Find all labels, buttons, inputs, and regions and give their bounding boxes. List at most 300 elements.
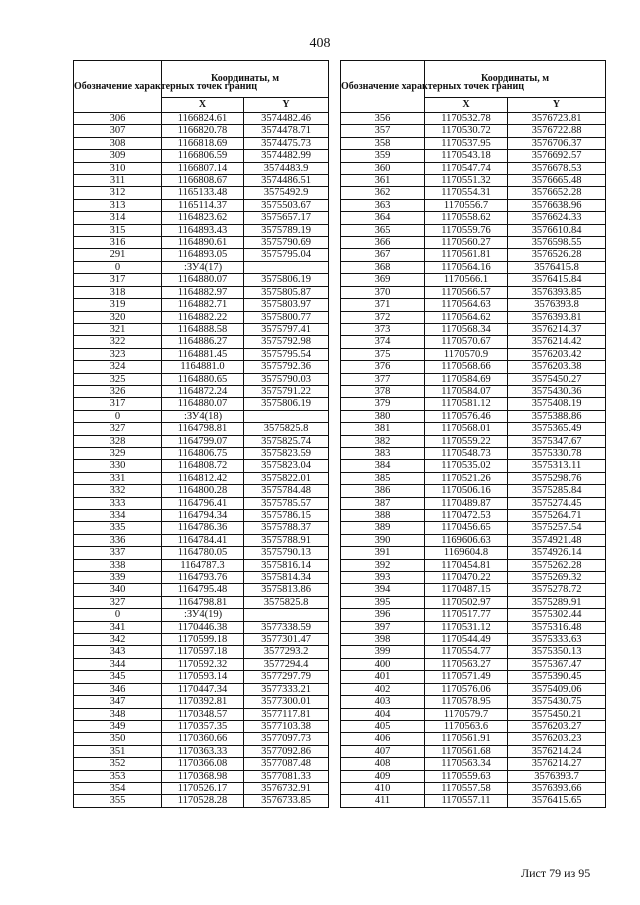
- y-cell: 3577117.81: [244, 708, 329, 720]
- point-designation-header: Обозначение характерных точек границ: [74, 61, 162, 113]
- point-number-cell: 332: [74, 485, 162, 497]
- x-cell: 1170487.15: [425, 584, 508, 596]
- table-row: [341, 162, 606, 174]
- point-number-cell: 378: [341, 385, 425, 397]
- x-cell: 1164780.05: [162, 547, 244, 559]
- table-row: [341, 634, 606, 646]
- table-row: [341, 671, 606, 683]
- table-row: [74, 708, 329, 720]
- y-cell: 3577338.59: [244, 621, 329, 633]
- y-cell: 3575285.84: [508, 485, 606, 497]
- x-cell: 1164796.41: [162, 497, 244, 509]
- x-cell: 1170556.7: [425, 199, 508, 211]
- table-row: [341, 150, 606, 162]
- point-number-cell: 359: [341, 150, 425, 162]
- point-number-cell: 308: [74, 137, 162, 149]
- table-row: [341, 758, 606, 770]
- x-cell: 1166818.69: [162, 137, 244, 149]
- x-cell: 1165114.37: [162, 199, 244, 211]
- point-number-cell: 335: [74, 522, 162, 534]
- x-cell: 1170584.69: [425, 373, 508, 385]
- table-row: [74, 758, 329, 770]
- table-row: [341, 398, 606, 410]
- x-cell: 1170531.12: [425, 621, 508, 633]
- y-cell: 3575825.74: [244, 435, 329, 447]
- table-body-right: [341, 113, 606, 808]
- x-cell: 1164784.41: [162, 534, 244, 546]
- y-cell: 3574475.73: [244, 137, 329, 149]
- table-row: [341, 373, 606, 385]
- point-number-cell: 386: [341, 485, 425, 497]
- y-cell: 3575333.63: [508, 634, 606, 646]
- table-row: [341, 696, 606, 708]
- table-row: [74, 150, 329, 162]
- table-row: [341, 175, 606, 187]
- point-number-cell: 317: [74, 398, 162, 410]
- point-number-cell: 410: [341, 782, 425, 794]
- table-row: [341, 361, 606, 373]
- table-row: [341, 708, 606, 720]
- x-cell: 1170568.34: [425, 323, 508, 335]
- point-number-cell: 318: [74, 286, 162, 298]
- point-number-cell: 388: [341, 510, 425, 522]
- table-row: [341, 187, 606, 199]
- x-cell: 1170521.26: [425, 472, 508, 484]
- point-number-cell: 348: [74, 708, 162, 720]
- x-cell: 1164880.07: [162, 274, 244, 286]
- table-row: [341, 596, 606, 608]
- point-number-cell: 407: [341, 745, 425, 757]
- y-cell: 3575350.13: [508, 646, 606, 658]
- table-row: [341, 795, 606, 807]
- point-number-cell: 345: [74, 671, 162, 683]
- y-cell: 3576203.27: [508, 720, 606, 732]
- x-cell: :ЗУ4(18): [162, 410, 244, 422]
- point-number-cell: 380: [341, 410, 425, 422]
- y-cell: 3574483.9: [244, 162, 329, 174]
- y-cell: 3575788.37: [244, 522, 329, 534]
- x-cell: 1170517.77: [425, 609, 508, 621]
- table-row: [341, 510, 606, 522]
- table-row: [74, 460, 329, 472]
- table-row: [341, 547, 606, 559]
- x-cell: 1170472.53: [425, 510, 508, 522]
- table-row: [74, 621, 329, 633]
- x-cell: 1164882.97: [162, 286, 244, 298]
- y-cell: 3575797.41: [244, 323, 329, 335]
- y-cell: 3575813.86: [244, 584, 329, 596]
- point-number-cell: 385: [341, 472, 425, 484]
- point-number-cell: 306: [74, 113, 162, 125]
- y-cell: [244, 261, 329, 273]
- y-cell: 3575365.49: [508, 423, 606, 435]
- point-number-cell: 334: [74, 510, 162, 522]
- x-cell: 1170570.67: [425, 336, 508, 348]
- table-row: [74, 646, 329, 658]
- table-row: [341, 584, 606, 596]
- table-row: [341, 348, 606, 360]
- table-row: [74, 385, 329, 397]
- y-cell: 3577297.79: [244, 671, 329, 683]
- x-cell: 1170568.01: [425, 423, 508, 435]
- point-number-cell: 352: [74, 758, 162, 770]
- y-cell: 3577294.4: [244, 658, 329, 670]
- y-cell: 3576393.8: [508, 299, 606, 311]
- y-cell: 3575785.57: [244, 497, 329, 509]
- y-cell: 3575816.14: [244, 559, 329, 571]
- x-cell: 1170368.98: [162, 770, 244, 782]
- point-number-cell: 405: [341, 720, 425, 732]
- table-row: [74, 336, 329, 348]
- x-cell: 1164893.43: [162, 224, 244, 236]
- y-cell: 3575806.19: [244, 274, 329, 286]
- point-number-cell: 328: [74, 435, 162, 447]
- y-cell: 3575789.19: [244, 224, 329, 236]
- x-cell: 1164890.61: [162, 237, 244, 249]
- y-cell: 3576203.23: [508, 733, 606, 745]
- point-number-cell: 395: [341, 596, 425, 608]
- point-number-cell: 377: [341, 373, 425, 385]
- x-cell: 1170571.49: [425, 671, 508, 683]
- point-number-cell: 339: [74, 572, 162, 584]
- x-cell: 1170559.76: [425, 224, 508, 236]
- y-cell: 3575784.48: [244, 485, 329, 497]
- point-number-cell: 363: [341, 199, 425, 211]
- y-cell: 3576415.84: [508, 274, 606, 286]
- table-row: [341, 770, 606, 782]
- x-cell: 1170559.63: [425, 770, 508, 782]
- table-row: [341, 572, 606, 584]
- x-cell: 1170554.77: [425, 646, 508, 658]
- point-number-cell: 358: [341, 137, 425, 149]
- x-cell: 1170489.87: [425, 497, 508, 509]
- table-row: [341, 336, 606, 348]
- point-designation-header: Обозначение характерных точек границ: [341, 61, 425, 113]
- point-number-cell: 374: [341, 336, 425, 348]
- x-cell: 1170348.57: [162, 708, 244, 720]
- y-cell: 3575264.71: [508, 510, 606, 522]
- table-row: [74, 199, 329, 211]
- x-cell: 1170360.66: [162, 733, 244, 745]
- table-row: [74, 559, 329, 571]
- x-cell: 1170528.28: [162, 795, 244, 807]
- x-cell: 1170564.62: [425, 311, 508, 323]
- x-cell: 1164787.3: [162, 559, 244, 571]
- x-cell: 1164808.72: [162, 460, 244, 472]
- x-cell: 1164881.0: [162, 361, 244, 373]
- x-cell: 1170548.73: [425, 447, 508, 459]
- table-row: [341, 385, 606, 397]
- point-number-cell: 0: [74, 410, 162, 422]
- y-cell: 3575503.67: [244, 199, 329, 211]
- point-number-cell: 369: [341, 274, 425, 286]
- point-number-cell: 409: [341, 770, 425, 782]
- y-cell: 3575805.87: [244, 286, 329, 298]
- table-row: [341, 720, 606, 732]
- point-number-cell: 357: [341, 125, 425, 137]
- point-number-cell: 390: [341, 534, 425, 546]
- x-cell: 1164880.07: [162, 398, 244, 410]
- table-row: [74, 696, 329, 708]
- point-number-cell: 327: [74, 423, 162, 435]
- x-header: X: [162, 98, 244, 113]
- point-number-cell: 373: [341, 323, 425, 335]
- x-cell: 1170566.57: [425, 286, 508, 298]
- y-cell: 3576610.84: [508, 224, 606, 236]
- y-cell: 3575790.69: [244, 237, 329, 249]
- point-number-cell: 379: [341, 398, 425, 410]
- sheet-footer: Лист 79 из 95: [521, 866, 591, 880]
- point-number-cell: 351: [74, 745, 162, 757]
- x-cell: 1164880.65: [162, 373, 244, 385]
- y-cell: 3575791.22: [244, 385, 329, 397]
- x-cell: 1170564.63: [425, 299, 508, 311]
- y-cell: 3575786.15: [244, 510, 329, 522]
- table-row: [74, 795, 329, 807]
- y-cell: 3575792.36: [244, 361, 329, 373]
- x-cell: 1170530.72: [425, 125, 508, 137]
- coordinates-header: Координаты, м: [425, 61, 606, 98]
- point-number-cell: 312: [74, 187, 162, 199]
- point-number-cell: 398: [341, 634, 425, 646]
- x-cell: 1164798.81: [162, 596, 244, 608]
- point-number-cell: 401: [341, 671, 425, 683]
- point-number-cell: 381: [341, 423, 425, 435]
- table-row: [74, 782, 329, 794]
- x-cell: 1170526.17: [162, 782, 244, 794]
- y-cell: 3575302.44: [508, 609, 606, 621]
- point-number-cell: 387: [341, 497, 425, 509]
- point-number-cell: 397: [341, 621, 425, 633]
- y-cell: 3575492.9: [244, 187, 329, 199]
- x-cell: 1164886.27: [162, 336, 244, 348]
- y-cell: 3576203.42: [508, 348, 606, 360]
- point-number-cell: 346: [74, 683, 162, 695]
- y-cell: 3575330.78: [508, 447, 606, 459]
- y-cell: 3576722.88: [508, 125, 606, 137]
- y-cell: 3575450.27: [508, 373, 606, 385]
- table-row: [74, 658, 329, 670]
- y-cell: 3577293.2: [244, 646, 329, 658]
- point-number-cell: 353: [74, 770, 162, 782]
- x-cell: 1170576.06: [425, 683, 508, 695]
- table-row: [341, 323, 606, 335]
- table-row: [74, 634, 329, 646]
- y-cell: 3575298.76: [508, 472, 606, 484]
- point-number-cell: 354: [74, 782, 162, 794]
- point-number-cell: 384: [341, 460, 425, 472]
- y-cell: 3575657.17: [244, 212, 329, 224]
- point-number-cell: 382: [341, 435, 425, 447]
- point-number-cell: 309: [74, 150, 162, 162]
- point-number-cell: 326: [74, 385, 162, 397]
- table-row: [341, 435, 606, 447]
- point-number-cell: 310: [74, 162, 162, 174]
- y-cell: 3575289.91: [508, 596, 606, 608]
- x-cell: 1170547.74: [425, 162, 508, 174]
- table-row: [341, 559, 606, 571]
- x-cell: 1170363.33: [162, 745, 244, 757]
- table-row: [341, 683, 606, 695]
- point-number-cell: 370: [341, 286, 425, 298]
- x-cell: 1170543.18: [425, 150, 508, 162]
- table-row: [74, 770, 329, 782]
- y-cell: 3576214.27: [508, 758, 606, 770]
- y-cell: 3576415.65: [508, 795, 606, 807]
- x-cell: 1166824.61: [162, 113, 244, 125]
- x-cell: 1170544.49: [425, 634, 508, 646]
- point-number-cell: 375: [341, 348, 425, 360]
- x-cell: 1170566.1: [425, 274, 508, 286]
- y-cell: 3576706.37: [508, 137, 606, 149]
- y-cell: 3577103.38: [244, 720, 329, 732]
- y-cell: 3575795.04: [244, 249, 329, 261]
- x-cell: 1170557.58: [425, 782, 508, 794]
- table-row: [74, 683, 329, 695]
- y-header: Y: [244, 98, 329, 113]
- y-cell: 3576203.38: [508, 361, 606, 373]
- point-number-cell: 313: [74, 199, 162, 211]
- y-cell: 3576214.24: [508, 745, 606, 757]
- x-cell: :ЗУ4(19): [162, 609, 244, 621]
- x-cell: 1165133.48: [162, 187, 244, 199]
- point-number-cell: 400: [341, 658, 425, 670]
- y-cell: 3575803.97: [244, 299, 329, 311]
- table-row: [74, 584, 329, 596]
- point-number-cell: 340: [74, 584, 162, 596]
- point-number-cell: 383: [341, 447, 425, 459]
- y-cell: 3576214.37: [508, 323, 606, 335]
- point-number-cell: 403: [341, 696, 425, 708]
- x-cell: 1166808.67: [162, 175, 244, 187]
- x-cell: 1170579.7: [425, 708, 508, 720]
- x-cell: 1170592.32: [162, 658, 244, 670]
- table-row: [74, 348, 329, 360]
- y-cell: 3575388.86: [508, 410, 606, 422]
- table-row: [74, 572, 329, 584]
- table-row: [74, 534, 329, 546]
- x-cell: 1170470.22: [425, 572, 508, 584]
- x-cell: 1170576.46: [425, 410, 508, 422]
- y-cell: 3575450.21: [508, 708, 606, 720]
- x-cell: 1170532.78: [425, 113, 508, 125]
- table-row: [74, 286, 329, 298]
- table-row: [74, 125, 329, 137]
- point-number-cell: 372: [341, 311, 425, 323]
- y-cell: 3577092.86: [244, 745, 329, 757]
- y-cell: 3575792.98: [244, 336, 329, 348]
- y-cell: 3575790.03: [244, 373, 329, 385]
- y-cell: 3576214.42: [508, 336, 606, 348]
- x-cell: 1170581.12: [425, 398, 508, 410]
- x-cell: 1166806.59: [162, 150, 244, 162]
- x-cell: 1170537.95: [425, 137, 508, 149]
- x-cell: 1170392.81: [162, 696, 244, 708]
- y-cell: 3576638.96: [508, 199, 606, 211]
- table-row: [74, 423, 329, 435]
- y-cell: 3575822.01: [244, 472, 329, 484]
- x-cell: 1170564.16: [425, 261, 508, 273]
- x-cell: 1170561.81: [425, 249, 508, 261]
- y-cell: 3576415.8: [508, 261, 606, 273]
- point-number-cell: 393: [341, 572, 425, 584]
- y-cell: 3575262.28: [508, 559, 606, 571]
- y-cell: 3576652.28: [508, 187, 606, 199]
- x-cell: 1164798.81: [162, 423, 244, 435]
- y-cell: 3577301.47: [244, 634, 329, 646]
- y-cell: 3575367.47: [508, 658, 606, 670]
- y-cell: 3574486.51: [244, 175, 329, 187]
- x-cell: 1170563.6: [425, 720, 508, 732]
- point-number-cell: 307: [74, 125, 162, 137]
- point-number-cell: 360: [341, 162, 425, 174]
- y-cell: 3574482.46: [244, 113, 329, 125]
- point-number-cell: 371: [341, 299, 425, 311]
- table-row: [341, 534, 606, 546]
- table-row: [341, 733, 606, 745]
- y-cell: 3576665.48: [508, 175, 606, 187]
- table-row: [74, 398, 329, 410]
- coordinates-header: Координаты, м: [162, 61, 329, 98]
- x-cell: 1170593.14: [162, 671, 244, 683]
- x-cell: 1164882.71: [162, 299, 244, 311]
- point-number-cell: 329: [74, 447, 162, 459]
- point-number-cell: 321: [74, 323, 162, 335]
- point-number-cell: 391: [341, 547, 425, 559]
- x-cell: 1164881.45: [162, 348, 244, 360]
- y-cell: 3575825.8: [244, 596, 329, 608]
- point-number-cell: 330: [74, 460, 162, 472]
- x-cell: 1170570.9: [425, 348, 508, 360]
- y-cell: 3576393.85: [508, 286, 606, 298]
- table-row: [341, 249, 606, 261]
- table-row: [341, 522, 606, 534]
- y-cell: 3575409.06: [508, 683, 606, 695]
- point-number-cell: 315: [74, 224, 162, 236]
- y-cell: 3575257.54: [508, 522, 606, 534]
- y-cell: 3575795.54: [244, 348, 329, 360]
- table-row: [341, 113, 606, 125]
- x-cell: 1164800.28: [162, 485, 244, 497]
- x-cell: 1164794.34: [162, 510, 244, 522]
- table-row: [74, 547, 329, 559]
- y-cell: 3575825.8: [244, 423, 329, 435]
- y-cell: 3576624.33: [508, 212, 606, 224]
- point-number-cell: 323: [74, 348, 162, 360]
- x-cell: 1164795.48: [162, 584, 244, 596]
- point-number-cell: 347: [74, 696, 162, 708]
- y-cell: 3576598.55: [508, 237, 606, 249]
- point-number-cell: 316: [74, 237, 162, 249]
- table-body-left: [74, 113, 329, 808]
- point-number-cell: 333: [74, 497, 162, 509]
- x-cell: 1170578.95: [425, 696, 508, 708]
- point-number-cell: 402: [341, 683, 425, 695]
- table-row: [74, 212, 329, 224]
- x-cell: :ЗУ4(17): [162, 261, 244, 273]
- table-row: [74, 274, 329, 286]
- y-cell: 3576393.81: [508, 311, 606, 323]
- table-row: [341, 137, 606, 149]
- y-cell: 3576678.53: [508, 162, 606, 174]
- point-number-cell: 311: [74, 175, 162, 187]
- x-cell: 1170454.81: [425, 559, 508, 571]
- point-number-cell: 366: [341, 237, 425, 249]
- point-number-cell: 314: [74, 212, 162, 224]
- y-cell: 3575430.75: [508, 696, 606, 708]
- y-cell: 3576733.85: [244, 795, 329, 807]
- point-number-cell: 389: [341, 522, 425, 534]
